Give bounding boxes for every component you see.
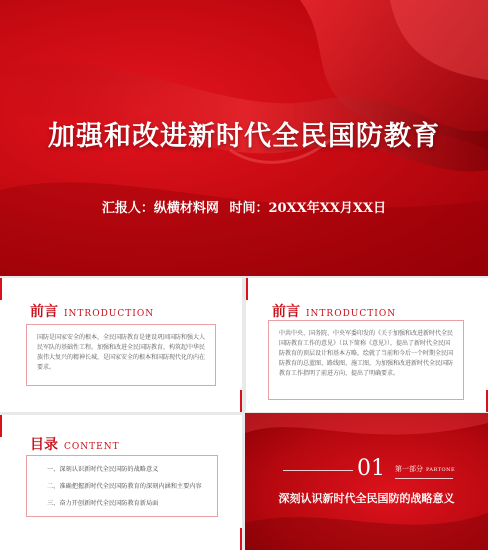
cover-meta: [0, 197, 488, 216]
heading-en: INTRODUCTION: [306, 309, 397, 319]
intro-text-box: [26, 324, 216, 386]
contents-slide: [0, 415, 242, 550]
chapter-number: 01: [357, 456, 385, 481]
corner-accent: [240, 390, 242, 412]
intro-slide-left: [0, 278, 242, 412]
silk-ribbon-decoration: [245, 413, 488, 550]
contents-item[interactable]: 二、准确把握新时代全民国防教育的深刻内涵和主要内容: [47, 483, 202, 490]
divider-line-right: [395, 478, 453, 479]
chapter-title: 深刻认识新时代全民国防的战略意义: [278, 492, 455, 505]
part-en: PARTONE: [426, 467, 456, 473]
corner-accent: [0, 278, 2, 300]
heading-en: CONTENT: [64, 442, 120, 452]
divider-line-left: [283, 470, 353, 471]
chapter-slide: [245, 413, 488, 550]
corner-accent: [0, 415, 2, 437]
date-text: 时间：20XX年XX月XX日: [229, 201, 387, 216]
intro-paragraph: 国防是国家安全的根本，全民国防教育是建设巩固国防和强大人民军队的基础性工程。加强和改进全民国防教育，构筑起中华民族伟大复兴的精神长城，是国家安全的根本和国防现代化的内在要求。: [37, 334, 206, 371]
corner-accent: [240, 528, 242, 550]
intro-heading: [272, 301, 396, 321]
contents-item[interactable]: 一、深刻认识新时代全民国防的战略意义: [47, 466, 159, 473]
contents-list: [47, 461, 202, 512]
heading-zh: 前言: [30, 304, 58, 320]
contents-item[interactable]: 三、奋力开创新时代全民国防教育新局面: [47, 500, 159, 507]
chapter-part-label: [395, 464, 455, 474]
reporter-text: 汇报人：纵横材料网: [101, 201, 219, 216]
intro-text-box: [268, 320, 464, 400]
intro-slide-right: [246, 278, 488, 412]
contents-heading: [30, 434, 120, 454]
contents-box: [26, 455, 218, 517]
cover-title: 加强和改进新时代全民国防教育: [48, 121, 440, 152]
intro-paragraph: 中共中央、国务院、中央军委印发的《关于加强和改进新时代全民国防教育工作的意见》（以下简称《意见》），提出了新时代全民国防教育的顶层设计和基本方略，绘就了当前和今后一个时期全民国防教育的总蓝图、路线图、施工图，为加强和改进新时代全民国防教育工作指明了前进方向、提出了明确要求。: [279, 330, 454, 377]
heading-zh: 前言: [272, 304, 300, 320]
part-zh: 第一部分: [395, 465, 423, 473]
intro-heading: [30, 301, 154, 321]
corner-accent: [246, 278, 248, 300]
heading-en: INTRODUCTION: [64, 309, 155, 319]
heading-zh: 目录: [30, 437, 58, 453]
